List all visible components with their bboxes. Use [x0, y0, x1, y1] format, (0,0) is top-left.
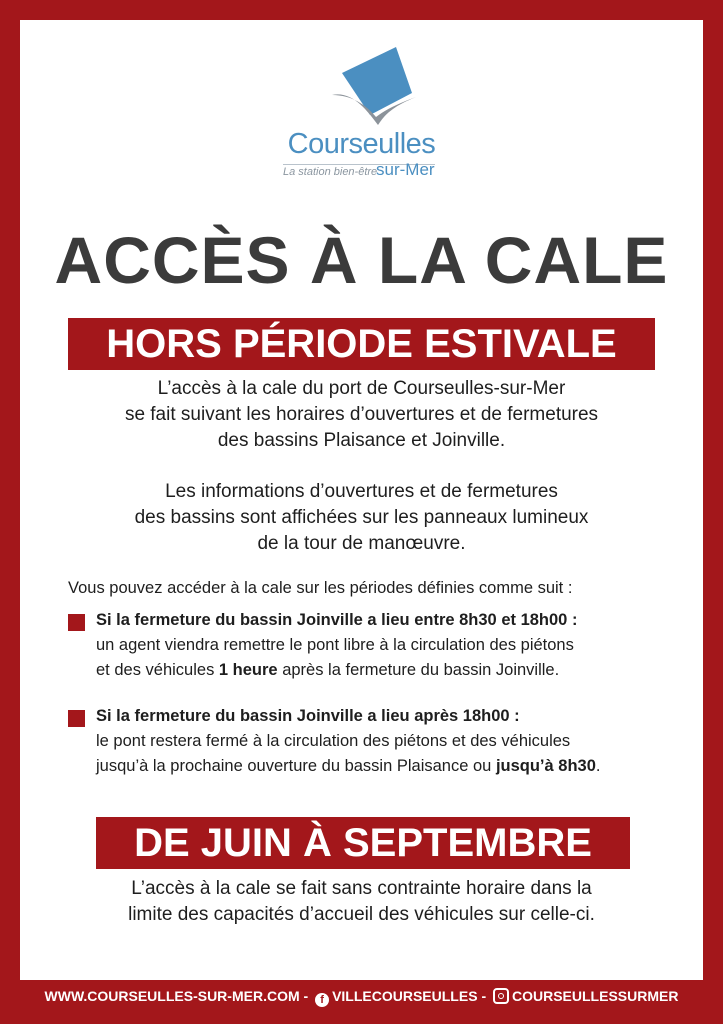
kite-bird-logo-icon: [330, 45, 440, 130]
list-item-heading: Si la fermeture du bassin Joinville a lieu entre 8h30 et 18h00 :: [96, 611, 578, 629]
logo: [20, 20, 703, 190]
bold-span: jusqu’à 8h30: [495, 757, 596, 775]
website-link[interactable]: WWW.COURSEULLES-SUR-MER.COM: [44, 988, 300, 1004]
list-item-heading: Si la fermeture du bassin Joinville a lieu après 18h00 :: [96, 707, 520, 725]
instagram-icon: [493, 988, 509, 1004]
text-span: et des véhicules: [96, 661, 219, 679]
text-span: .: [595, 757, 601, 775]
paragraph-line: des bassins sont affichées sur les panneaux lumineux: [134, 507, 589, 528]
separator: -: [481, 988, 487, 1004]
page-title: ACCÈS À LA CALE: [54, 223, 669, 297]
logo-name: Courseulles: [287, 128, 436, 160]
text-span: après la fermeture du bassin Joinville.: [277, 661, 560, 679]
facebook-link[interactable]: VILLECOURSEULLES: [332, 988, 478, 1004]
paragraph-line: de la tour de manœuvre.: [257, 533, 466, 554]
logo-sub: sur-Mer: [376, 160, 435, 179]
paragraph-line: des bassins Plaisance et Joinville.: [217, 430, 506, 451]
poster-sheet: [20, 20, 703, 980]
section-heading-off-season: HORS PÉRIODE ESTIVALE: [68, 318, 655, 370]
paragraph-line: L’accès à la cale se fait sans contrainte horaire dans la: [131, 878, 592, 899]
paragraph-info-panels: [20, 479, 703, 557]
instagram-link[interactable]: COURSEULLESSURMER: [512, 988, 679, 1004]
bold-span: 1 heure: [218, 661, 278, 679]
paragraph-line: Les informations d’ouvertures et de fermetures: [165, 481, 558, 502]
paragraph-line: L’accès à la cale du port de Courseulles-sur-Mer: [157, 378, 566, 399]
facebook-icon: f: [315, 993, 329, 1007]
logo-tagline: La station bien-être: [283, 166, 378, 178]
footer-links: [0, 988, 723, 1007]
list-item-line: [96, 754, 696, 779]
separator: -: [303, 988, 309, 1004]
paragraph-line: limite des capacités d’accueil des véhicules sur celle-ci.: [128, 904, 595, 925]
paragraph-summer-access: [20, 876, 703, 928]
list-item-line: [96, 658, 696, 683]
list-item-line: un agent viendra remettre le pont libre à la circulation des piétons: [96, 636, 574, 654]
section-heading-summer: DE JUIN À SEPTEMBRE: [96, 817, 630, 869]
list-item-line: le pont restera fermé à la circulation des piétons et des véhicules: [96, 732, 571, 750]
text-span: jusqu’à la prochaine ouverture du bassin Plaisance ou: [96, 757, 496, 775]
square-bullet-icon: [68, 614, 85, 631]
periods-intro: Vous pouvez accéder à la cale sur les périodes définies comme suit :: [68, 579, 573, 597]
square-bullet-icon: [68, 710, 85, 727]
paragraph-line: se fait suivant les horaires d’ouvertures et de fermetures: [124, 404, 599, 425]
paragraph-access-schedule: [20, 376, 703, 454]
